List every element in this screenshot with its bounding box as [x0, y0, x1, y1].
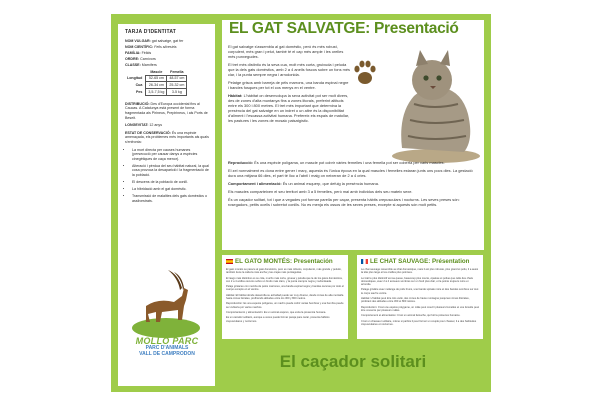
list-item: • Transmissió de malalties dels gats domèstics o assilvestrats. — [132, 194, 209, 203]
list-item: • La mort directa per causes humanes (persecució per causar danys a espècies cinegètiques de caça menor). — [132, 148, 209, 162]
row-family: FAMÍLIA: Fèlids — [125, 50, 152, 55]
page-title: EL GAT SALVATGE: Presentació — [229, 20, 459, 37]
identity-heading: TARJA D'IDENTITAT — [125, 29, 177, 35]
spanish-card: EL GATO MONTÉS: Presentación El gato montés se parece al gato doméstico, pero es más robusto, corpulento, más grande y peludo, también tiene la cabeza más ancha y las orejas más puntiagudas. El rasgo más distintivo es su cola, mucho más corta, gruesa y peluda que la de los gatos domésticos, con 2 a 4 anillos oscuros sobre un fondo más claro, y la punta siempre negra y redondeada. Pelaje grisáceo con mezcla de pelos marrones, una banda espinal negra y bandas oscuras por todo el cuerpo excepto en el vientre. Hábitat: El hábitat donde desarrolla su actividad puede ser muy diverso, desde zonas de alta montaña hasta zonas litorales, prefiriendo altitudes entre los 300 y 800 metros. Reproducción: Es una especie polígama, un macho puede cubrir varias hembras y una hembra puede ser cubierta por varios machos. Comportamiento y alimentación: Es un animal esquivo, que evita la presencia humana. Es un cazador solitario, aunque a veces puede formar pareja para cazar, presenta hábitos crepusculares y nocturnos. — [222, 255, 348, 339]
french-title: LE CHAT SAUVAGE: Présentation — [361, 258, 479, 265]
conservation-text: ESTAT DE CONSERVACIÓ: És una espècie amenaçada, els problemes més importants als quals s'enfronta: — [125, 130, 209, 145]
row-class: CLASSE: Mamífers — [125, 63, 157, 68]
list-item: • El descens de la població de conill. — [132, 180, 209, 185]
col-female: Femella — [170, 69, 184, 74]
footer-title: El caçador solitari — [279, 352, 427, 371]
france-flag-icon — [361, 259, 368, 264]
spanish-title: EL GATO MONTÉS: Presentación — [226, 258, 344, 265]
row-scientific-name: NOM CIENTÍFIC: Felis silvestris — [125, 44, 177, 49]
table-row: Cua 26-34 cm 25-32 cm — [125, 82, 187, 89]
row-common-name: NOM VULGAR: gat salvatge, gat fer — [125, 38, 184, 43]
threats-list — [125, 148, 209, 204]
logo-title: MOLLÓ PARC — [135, 336, 199, 346]
main-body-text: Reproducció: És una espècie polígama, un mascle pot cobrir vàries femelles i una femella pot ser coberta per varis mascles. El zel normalment es dona entre gener i març, aquesta és l'única època en la qual mascles i femelles estaran junts uns pocs dies. La gestació dura una mitjana 66 dies, el part té lloc a l'abril i maig on neixeran de 2 a 4 cries. Comportament i alimentació: És un animal esquerp, que defuig la presència humana. Els mascles comparteixen el seu territori amb 3 a 5 femelles, però mai amb individus dels seu mateix sexe. És un caçador solitari, tot i que a vegades pot formar parella per caçar, presenta hàbits crepusculars i nocturns. Les seves preses són: rosegadors, petits ocells i sobretot conills. No es menja els ossos de les seves preses, excepte si aquests són molt petits. — [228, 160, 473, 207]
list-item: • La hibridació amb el gat domèstic. — [132, 187, 209, 192]
ibex-icon — [118, 258, 215, 338]
longevity-text: LONGEVITAT: 12 anys — [125, 123, 163, 128]
spain-flag-icon — [226, 259, 233, 264]
logo-subtitle: PARC D'ANIMALS VALL DE CAMPRODON — [139, 345, 195, 357]
distribution-text: DISTRIBUCIÓ: Des d'Europa occidental fins al Caucas. A Catalunya està present de forma fragmentada als Pirineus, Prepirineus, i als Ports de Beseit. — [125, 101, 208, 120]
intro-text: El gat salvatge s'assembla al gat domèstic, però és més robust, corpulent, més gran i pelut, també té el cap més ample i les orelles més punxegudes. El tret més distintiu és la seva cua, molt més curta, gruixuda i peluda que la dels gats domèstics, amb 2 a 4 anells foscos sobre un fons més clar, i la punta sempre negra i arrodonida. Pelatge grisos amb barreja de pèls marrons, una banda espinal negre i bandes fosques per tot el cos menys en el ventre. Hàbitat: L'hàbitat on desenvolupa la seva activitat pot ser molt divers, des de zones d'alta muntanya fins a zones litorals, preferint altituds entre els 300 i 800 metres. El tret més important que determina la presència del gat salvatge en un indret o un altre és la disponibilitat d'aliment i l'escassa activitat humana. Prefereix els espais de matollar, les pastures i les zones de mosaic paisatgístic. — [228, 44, 350, 123]
wildcat-photo — [384, 44, 482, 164]
list-item: • Alteració i pèrdua del seu hàbitat natural, la qual cosa provoca la desaparició i la fragmentació de la població. — [132, 164, 209, 178]
col-male: Mascle — [150, 69, 163, 74]
table-row: Longitud 52-65 cm 48-57 cm — [125, 75, 187, 82]
mollo-parc-logo — [118, 258, 215, 386]
measurements-table — [125, 70, 187, 96]
french-card: LE CHAT SAUVAGE: Présentation Le chat sauvage ressemble au chat domestique, mais il est plus robuste, plus grand et poilu, il a aussi la tête plus large et les oreilles plus pointues. Le trait le plus distinctif est sa queue, beaucoup plus courte, épaisse et poilue que celle des chats domestiques, avec 2 à 4 anneaux sombres sur un fond plus clair, et la pointe toujours noire et arrondie. Pelage grisâtre avec mélange de poils bruns, une bande spinale noire et des bandes sombres sur tout le corps sauf le ventre. Habitat: L'habitat peut être très varié, des zones de haute montagne jusqu'aux zones littorales, préférant des altitudes entre 300 et 800 mètres. Reproduction: C'est une espèce polygame, un mâle peut couvrir plusieurs femelles et une femelle peut être couverte par plusieurs mâles. Comportement et alimentation: C'est un animal farouche, qui fuit la présence humaine. C'est un chasseur solitaire, même si parfois il peut former un couple pour chasser, il a des habitudes crépusculaires et nocturnes. — [357, 255, 483, 339]
row-order: ORDRE: Carnívors — [125, 57, 156, 62]
table-row: Pes 3,5-7,5 kg 3-5 kg — [125, 89, 187, 96]
paw-print-icon — [352, 58, 378, 88]
